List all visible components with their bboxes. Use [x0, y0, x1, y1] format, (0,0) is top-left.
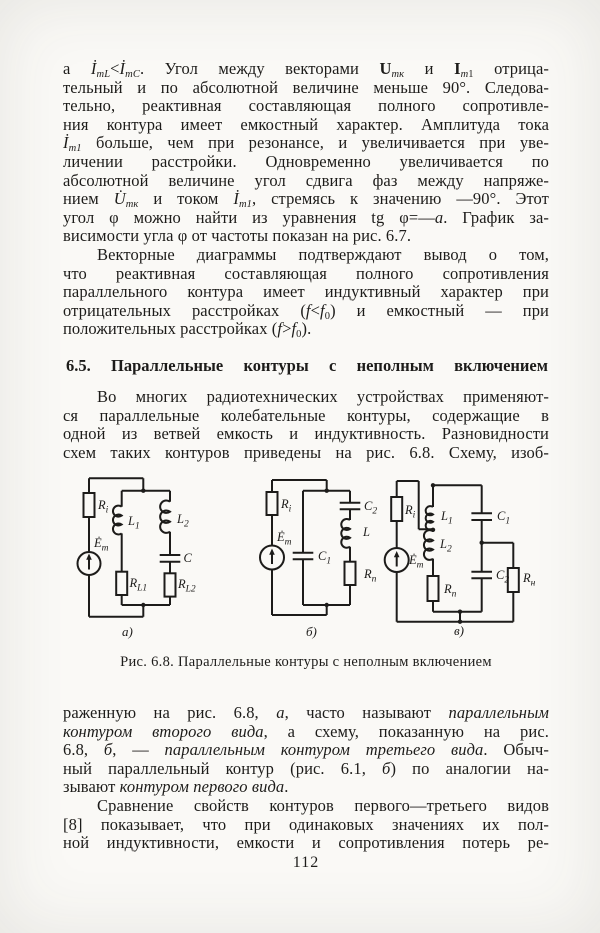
- resistor-rl2: [165, 573, 176, 596]
- subfigure-label-v: в): [454, 623, 464, 638]
- inductor-l2: [160, 501, 170, 533]
- text-line: параллельного контура имеет индуктивный характер при: [63, 282, 549, 302]
- capacitor-c2: [340, 503, 361, 510]
- label-l: L: [363, 525, 370, 539]
- wires: [397, 481, 514, 622]
- text-line: одной из ветвей емкость и индуктивность. Разновидности: [63, 424, 549, 444]
- circuit-v: [385, 481, 536, 638]
- text-line: $İ_{m1}$ больше, чем при резонансе, и увеличивается при уве-: [63, 133, 549, 155]
- circuit-b: [260, 480, 377, 639]
- paragraph-1: [63, 60, 549, 339]
- junction-dot: [431, 528, 435, 532]
- label-c2: $C_2$: [364, 499, 378, 517]
- label-em: $Ė_m$: [409, 553, 424, 571]
- resistor-ri: [267, 492, 278, 515]
- inductor-l2: [424, 530, 433, 560]
- label-l1: $L_1$: [128, 514, 140, 532]
- inductor-l1: [113, 506, 122, 535]
- text-line: нием $U̇_{mк}$ и током $İ_{m1}$, стремясь к значению —90°. Этот: [63, 189, 549, 211]
- junction-dot: [431, 483, 435, 487]
- resistor-rp: [428, 576, 439, 601]
- label-ri: $R_i$: [405, 503, 416, 521]
- figure-6-8: [62, 468, 554, 650]
- text-line: ния контура имеет емкостный характер. Амплитуда тока: [63, 114, 549, 134]
- text-line: что реактивная составляющая полного сопротивления: [63, 263, 549, 283]
- label-rp: $R_п$: [444, 582, 457, 600]
- label-ri: $R_i$: [281, 497, 292, 515]
- capacitor-c1: [293, 553, 314, 560]
- text-line: контуром второго вида, а схему, показанную на рис.: [63, 721, 549, 741]
- resistor-ri: [84, 493, 95, 517]
- text-line: зывают контуром первого вида.: [63, 777, 289, 797]
- text-line: ный параллельный контур (рис. 6.1, б) по аналогии на-: [63, 758, 549, 778]
- text-line: личении расстройки. Одновременно увеличивается по: [63, 151, 549, 171]
- capacitor-c: [160, 555, 181, 562]
- label-l2: $L_2$: [177, 512, 189, 530]
- junction-dot: [480, 541, 484, 545]
- inductor-l: [341, 519, 350, 548]
- resistor-rn: [508, 568, 519, 592]
- junction-dot: [141, 603, 145, 607]
- resistor-ri: [391, 497, 402, 521]
- label-rp: $R_п$: [364, 567, 377, 585]
- text-line: ся параллельные колебательные контуры, содержащие в: [63, 405, 549, 425]
- text-line: тельно, реактивная составляющая полного сопротивле-: [63, 96, 549, 116]
- junction-dot: [141, 489, 145, 493]
- text-line: тельный и по абсолютной величине меньше 90°. Следова-: [63, 77, 549, 97]
- label-l2: $L_2$: [440, 537, 452, 555]
- capacitor-c1: [471, 513, 492, 520]
- junction-dot: [325, 489, 329, 493]
- label-em: $Ė_m$: [94, 536, 109, 554]
- label-c1: $C_1$: [497, 509, 511, 527]
- junction-dot: [325, 603, 329, 607]
- paragraph-3: [63, 704, 549, 853]
- text-line: Векторные диаграммы подтверждают вывод о том,: [97, 244, 549, 264]
- label-em: $Ė_m$: [277, 530, 292, 548]
- label-c: C: [183, 551, 192, 565]
- label-rl1: $R_{L1}$: [129, 576, 148, 594]
- figure-caption: Рис. 6.8. Параллельные контуры с неполным включением: [120, 654, 492, 670]
- text-line: положительных расстройках $(f>f_0)$.: [63, 319, 312, 341]
- paragraph-2: [63, 388, 549, 462]
- junction-dot: [458, 610, 462, 614]
- label-l1: $L_1$: [441, 509, 453, 527]
- text-line: 6.8, б, — параллельным контуром третьего вида. Обыч-: [63, 740, 550, 760]
- label-rl2: $R_{L2}$: [178, 577, 196, 595]
- text-line: отрицательных расстройках $(f<f_0)$ и емкостный — при: [63, 300, 549, 322]
- text-line: [8] показывает, что при одинаковых значениях их пол-: [63, 814, 549, 834]
- subfigure-label-b: б): [306, 624, 317, 639]
- text-line: абсолютной величине угол сдвига фаз между напряже-: [63, 170, 549, 190]
- resistor-rl1: [116, 572, 127, 595]
- text-line: Сравнение свойств контуров первого—третьего видов: [97, 795, 549, 815]
- page-number: 112: [292, 854, 320, 871]
- capacitor-c2: [471, 572, 492, 579]
- subfigure-label-a: а): [122, 624, 133, 639]
- label-ri: $R_i$: [98, 498, 109, 516]
- text-line: схем таких контуров приведены на рис. 6.8. Схему, изоб-: [63, 442, 549, 462]
- text-line: висимости угла φ от частоты показан на рис. 6.7.: [63, 226, 412, 246]
- text-line: раженную на рис. 6.8, а, часто называют параллельным: [63, 703, 549, 722]
- label-c2: $C_2$: [496, 568, 510, 586]
- label-c1: $C_1$: [318, 549, 332, 567]
- inductor-l1: [426, 506, 433, 530]
- text-line: а $İ_{mL}<İ_{mC}$. Угол между векторами $U_{mк}$ и $I_{m1}$ отрица-: [63, 59, 550, 80]
- text-line: Во многих радиотехнических устройствах применяют-: [97, 387, 549, 406]
- label-rn: $R_н$: [523, 571, 536, 589]
- text-line: угол φ можно найти из уравнения tg φ=—a. График за-: [63, 207, 549, 227]
- circuit-a: [78, 478, 196, 639]
- circuit-diagrams: [62, 468, 554, 650]
- section-heading: 6.5. Параллельные контуры с неполным включением: [66, 356, 548, 375]
- resistor-rp: [345, 562, 356, 585]
- text-line: ной индуктивности, емкости и сопротивления потерь ре-: [63, 833, 549, 853]
